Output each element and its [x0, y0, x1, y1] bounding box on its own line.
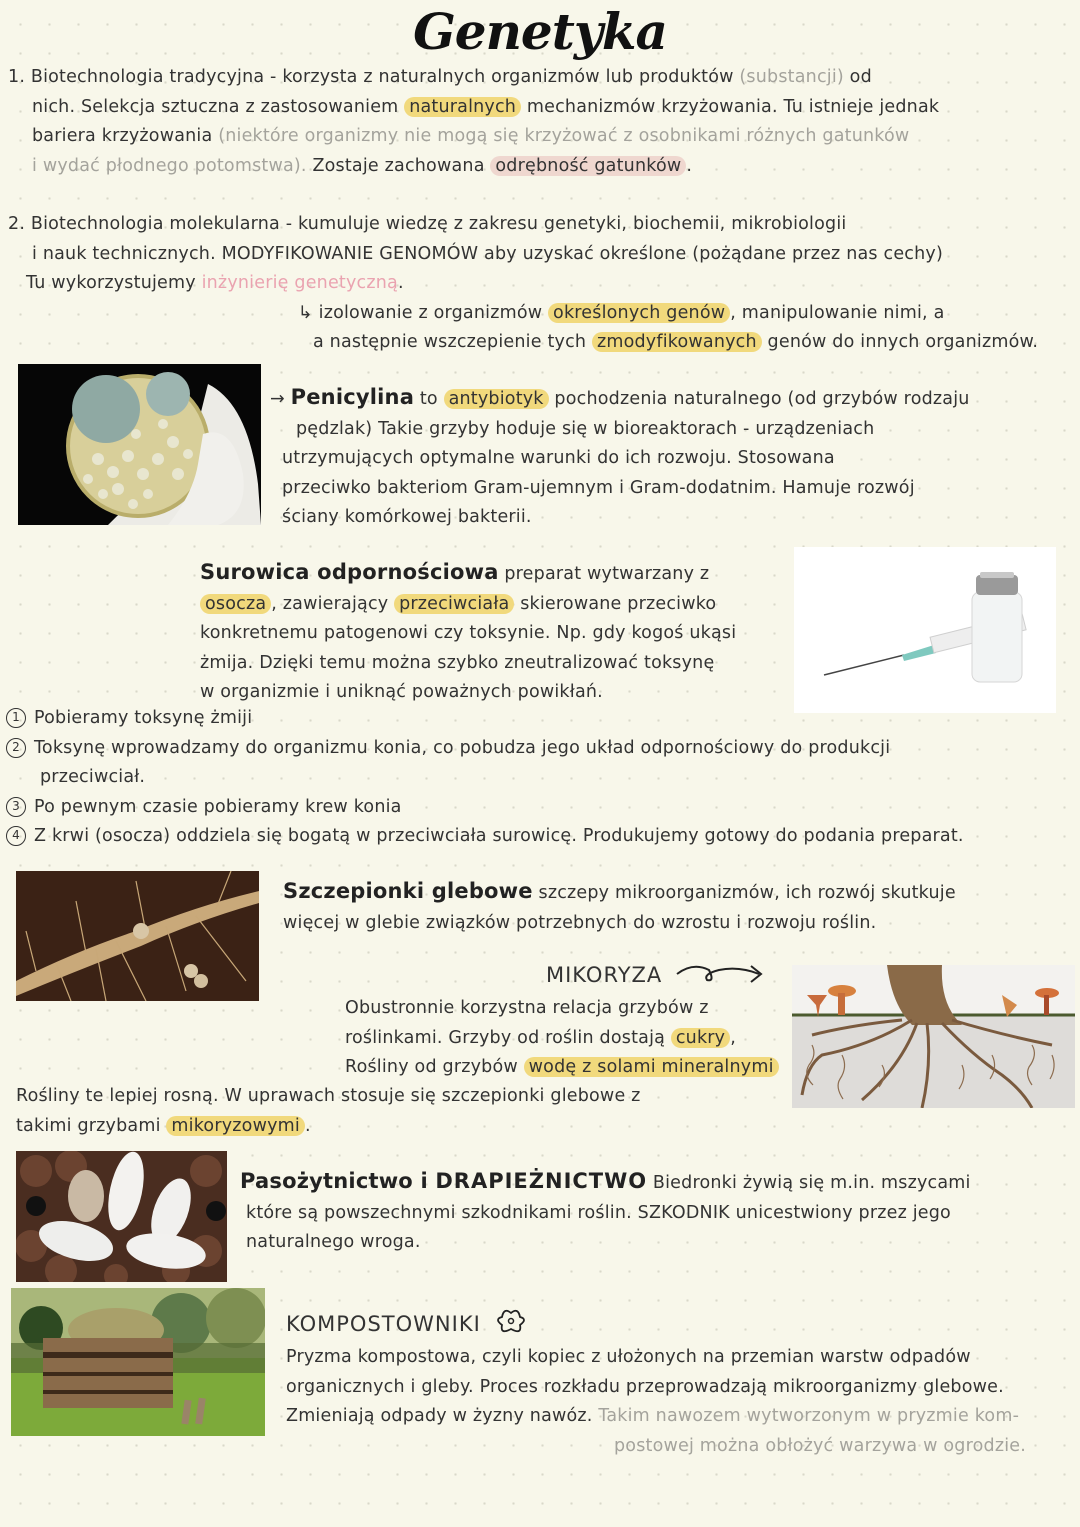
- mycorrhiza-tree-image: [792, 965, 1075, 1108]
- text-line: organicznych i gleby. Proces rozkładu przeprowadzają mikroorganizmy glebowe.: [286, 1376, 1004, 1397]
- section-mycorrhiza-cont: [16, 1082, 641, 1141]
- text-line: ściany komórkowej bakterii.: [282, 507, 532, 527]
- root-nodules-image: [16, 871, 259, 1001]
- text-line: takimi grzybami mikoryzowymi .: [16, 1115, 311, 1136]
- step-item: przeciwciał.: [40, 767, 146, 787]
- step-number: 3: [6, 797, 26, 817]
- larvae-icon: [16, 1151, 227, 1282]
- serum-heading: Surowica odpornościowa: [200, 560, 499, 584]
- text-line: roślinkami. Grzyby od roślin dostają cukry ,: [345, 1027, 736, 1048]
- highlight: określonych genów: [548, 303, 730, 323]
- text-line: i nauk technicznych. MODYFIKOWANIE GENOMÓW aby uzyskać określone (pożądane przez nas cechy): [32, 243, 943, 264]
- text-line: w organizmie i uniknąć poważnych powikłań.: [200, 682, 603, 702]
- section-penicillin: [270, 383, 970, 533]
- text-line: ↳ izolowanie z organizmów określonych genów , manipulowanie nimi, a: [298, 302, 945, 323]
- text-line: które są powszechnymi szkodnikami roślin. SZKODNIK unicestwiony przez jego: [246, 1202, 951, 1223]
- text-line: Surowica odpornościowa preparat wytwarzany z: [200, 560, 710, 584]
- text-line: utrzymujących optymalne warunki do ich rozwoju. Stosowana: [282, 448, 835, 468]
- text-line: nich. Selekcja sztuczna z zastosowaniem naturalnych mechanizmów krzyżowania. Tu istnieje jednak: [32, 96, 940, 117]
- step-number: 2: [6, 738, 26, 758]
- highlight: osocza: [200, 594, 271, 614]
- inoculants-heading: Szczepionki glebowe: [283, 879, 533, 903]
- parasitism-heading: Pasożytnictwo: [240, 1169, 413, 1193]
- compost-heading: KOMPOSTOWNIKI: [286, 1312, 481, 1336]
- predation-heading: DRAPIEŻNICTWO: [435, 1169, 648, 1193]
- highlight-pink: odrębność gatunków: [490, 156, 686, 176]
- highlight: cukry: [671, 1028, 730, 1048]
- highlight: wodę z solami mineralnymi: [524, 1057, 779, 1077]
- text-line: pędzlak) Takie grzyby hoduje się w bioreaktorach - urządzeniach: [296, 418, 875, 439]
- section-soil-inoculants: [283, 877, 956, 938]
- highlight: antybiotyk: [444, 389, 549, 409]
- step-item: 2 Toksynę wprowadzamy do organizmu konia, co pobudza jego układ odpornościowy do produkcji: [6, 734, 964, 764]
- text-line: Pasożytnictwo i DRAPIEŻNICTWO Biedronki żywią się m.in. mszycami: [240, 1169, 971, 1193]
- step-number: 4: [6, 826, 26, 846]
- text-line: 1. Biotechnologia tradycyjna - korzysta z naturalnych organizmów lub produktów (substancji) od: [8, 67, 872, 87]
- text-line: i wydać płodnego potomstwa). Zostaje zachowana odrębność gatunków .: [32, 155, 693, 176]
- text-line: bariera krzyżowania (niektóre organizmy nie mogą się krzyżować z osobnikami różnych gatunków: [32, 126, 910, 146]
- highlight: naturalnych: [404, 97, 521, 117]
- serum-steps: [6, 704, 964, 852]
- syringe-vial-image: [794, 547, 1056, 713]
- text-line: [286, 1309, 526, 1340]
- text-line: [546, 960, 770, 991]
- text-line: Tu wykorzystujemy inżynierię genetyczną.: [26, 273, 404, 293]
- step-item: 1 Pobieramy toksynę żmiji: [6, 704, 964, 734]
- text-line: Szczepionki glebowe szczepy mikroorganizmów, ich rozwój skutkuje: [283, 879, 956, 903]
- text-line: konkretnemu patogenowi czy toksynie. Np. gdy kogoś ukąsi: [200, 623, 737, 643]
- compost-bin-image: [11, 1288, 265, 1436]
- step-item: 4 Z krwi (osocza) oddziela się bogatą w przeciwciała surowicę. Produkujemy gotowy do podania preparat.: [6, 822, 964, 852]
- section-mycorrhiza: [345, 994, 779, 1083]
- text-line: Rośliny te lepiej rosną. W uprawach stosuje się szczepionki glebowe z: [16, 1086, 641, 1106]
- arrow-icon: →: [270, 389, 285, 409]
- text-line: → Penicylina to antybiotyk pochodzenia naturalnego (od grzybów rodzaju: [270, 385, 970, 409]
- compost-icon: [11, 1288, 265, 1436]
- highlight: mikoryzowymi: [166, 1116, 305, 1136]
- tree-roots-icon: [792, 965, 1075, 1108]
- syringe-icon: [794, 547, 1056, 713]
- step-item: 3 Po pewnym czasie pobieramy krew konia: [6, 793, 964, 823]
- section-compost: [286, 1343, 1026, 1461]
- text-line: Rośliny od grzybów wodę z solami mineralnymi: [345, 1053, 779, 1083]
- text-line: 2. Biotechnologia molekularna - kumuluje wiedzę z zakresu genetyki, biochemii, mikrobiologii: [8, 214, 847, 234]
- flower-doodle-icon: [496, 1309, 526, 1335]
- text-line: więcej w glebie związków potrzebnych do wzrostu i rozwoju roślin.: [283, 912, 877, 933]
- text-line: Pryzma kompostowa, czyli kopiec z ułożonych na przemian warstw odpadów: [286, 1347, 971, 1367]
- text-line: a następnie wszczepienie tych zmodyfikowanych genów do innych organizmów.: [313, 332, 1039, 352]
- roots-icon: [16, 871, 259, 1001]
- petri-dish-icon: [18, 364, 261, 525]
- section-parasitism: [240, 1167, 971, 1258]
- step-number: 1: [6, 708, 26, 728]
- penicillin-heading: Penicylina: [290, 385, 415, 409]
- section-traditional-biotech: [8, 63, 939, 181]
- page-title: Genetyka: [413, 2, 667, 61]
- larvae-image: [16, 1151, 227, 1282]
- petri-dish-image: [18, 364, 261, 525]
- text-line: osocza , zawierający przeciwciała skierowane przeciwko: [200, 590, 736, 620]
- text-line: naturalnego wroga.: [246, 1232, 421, 1252]
- text-line: żmija. Dzięki temu można szybko zneutralizować toksynę: [200, 652, 715, 673]
- text-line: Zmieniają odpady w żyzny nawóz. Takim nawozem wytworzonym w pryzmie kom-: [286, 1406, 1020, 1426]
- curly-arrow-icon: [675, 960, 770, 986]
- highlight: zmodyfikowanych: [592, 332, 762, 352]
- text-line: przeciwko bakteriom Gram-ujemnym i Gram-dodatnim. Hamuje rozwój: [282, 477, 915, 498]
- mycorrhiza-heading-row: [546, 960, 770, 991]
- mycorrhiza-heading: MIKORYZA: [546, 963, 663, 987]
- sub-arrow-icon: ↳: [298, 302, 313, 323]
- section-serum: [200, 558, 736, 708]
- text-line: Obustronnie korzystna relacja grzybów z: [345, 998, 709, 1018]
- compost-heading-row: [286, 1309, 526, 1340]
- section-molecular-biotech: [8, 210, 1038, 358]
- highlight: przeciwciała: [394, 594, 514, 614]
- text-line: postowej można obłożyć warzywa w ogrodzie.: [614, 1435, 1027, 1456]
